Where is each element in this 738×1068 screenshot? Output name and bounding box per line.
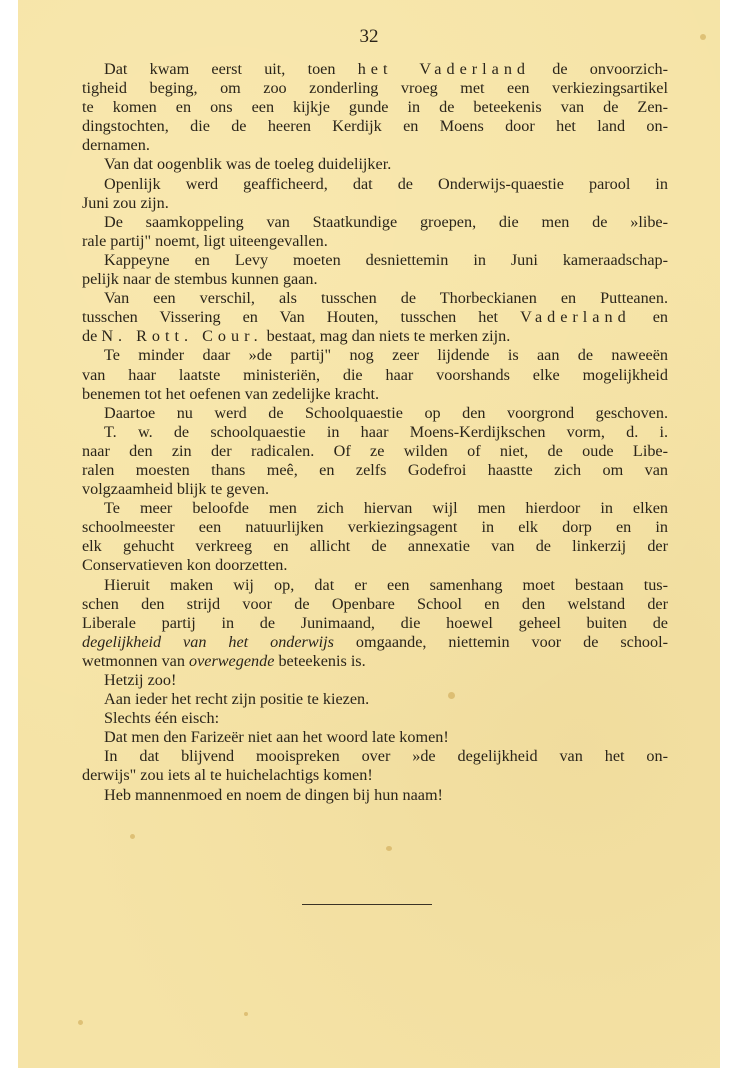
section-divider bbox=[302, 904, 432, 905]
text-line: Dat men den Farizeër niet aan het woord late komen! bbox=[104, 728, 449, 747]
text-line: Openlijk werd geafficheerd, dat de Onderwijs-quaestie parool in bbox=[104, 174, 668, 193]
text-line: schoolmeester een natuurlijken verkiezingsagent in elk dorp en in bbox=[82, 518, 668, 537]
text-line: Heb mannenmoed en noem de dingen bij hun naam! bbox=[104, 785, 443, 804]
text-line: wetmonnen van overwegende beteekenis is. bbox=[82, 651, 366, 670]
text-line: de N. Rott. Cour. bestaat, mag dan niets te merken zijn. bbox=[82, 327, 511, 346]
paper-fleck bbox=[130, 834, 135, 839]
text-line: Hieruit maken wij op, dat er een samenhang moet bestaan tus- bbox=[104, 575, 668, 594]
text-line: schen den strijd voor de Openbare School en den welstand der bbox=[82, 594, 668, 613]
text-line: pelijk naar de stembus kunnen gaan. bbox=[82, 270, 318, 289]
text-line: Slechts één eisch: bbox=[104, 709, 220, 728]
paper-fleck bbox=[78, 1020, 83, 1025]
paper-fleck bbox=[244, 1012, 248, 1016]
text-line: degelijkheid van het onderwijs omgaande, niettemin voor de school- bbox=[82, 632, 668, 651]
text-line: benemen tot het oefenen van zedelijke kracht. bbox=[82, 384, 380, 403]
text-line: tigheid beging, om zoo zonderling vroeg met een verkiezingsartikel bbox=[82, 79, 668, 98]
text-line: Juni zou zijn. bbox=[82, 193, 169, 212]
text-line: Hetzij zoo! bbox=[104, 671, 177, 689]
text-line: Daartoe nu werd de Schoolquaestie op den voorgrond geschoven. bbox=[104, 403, 668, 422]
text-line: dingstochten, die de heeren Kerdijk en Moens door het land on- bbox=[82, 117, 668, 136]
text-line: Van dat oogenblik was de toeleg duidelijker. bbox=[104, 155, 392, 174]
text-line: te komen en ons een kijkje gunde in de beteekenis van de Zen- bbox=[82, 98, 668, 117]
text-line: van haar laatste ministeriën, die haar voorshands elke mogelijkheid bbox=[82, 365, 668, 384]
text-line: T. w. de schoolquaestie in haar Moens-Kerdijkschen vorm, d. i. bbox=[104, 422, 668, 441]
text-line: Kappeyne en Levy moeten desniettemin in Juni kameraadschap- bbox=[104, 250, 668, 269]
text-line: De saamkoppeling van Staatkundige groepen, die men de »libe- bbox=[104, 212, 668, 231]
book-page bbox=[18, 0, 720, 1068]
paper-fleck bbox=[386, 846, 392, 851]
text-line: Te meer beloofde men zich hiervan wijl men hierdoor in elken bbox=[104, 499, 668, 518]
text-line: Conservatieven kon doorzetten. bbox=[82, 556, 288, 575]
text-line: In dat blijvend mooispreken over »de degelijkheid van het on- bbox=[104, 747, 668, 766]
text-line: tusschen Vissering en Van Houten, tusschen het Vaderland en bbox=[82, 308, 668, 327]
text-line: Aan ieder het recht zijn positie te kiezen. bbox=[104, 690, 370, 709]
text-line: elk gehucht verkreeg en allicht de annexatie van de linkerzij der bbox=[82, 537, 668, 556]
text-line: Dat kwam eerst uit, toen het Vaderland de onvoorzich- bbox=[104, 60, 668, 78]
text-line: Van een verschil, als tusschen de Thorbeckianen en Putteanen. bbox=[104, 289, 668, 308]
text-line: Liberale partij in de Junimaand, die hoewel geheel buiten de bbox=[82, 613, 668, 632]
text-line: Te minder daar »de partij" nog zeer lijdende is aan de naweeën bbox=[104, 346, 668, 365]
text-line: ralen moesten thans meê, en zelfs Godefroi haastte zich om van bbox=[82, 460, 668, 479]
text-line: derwijs" zou iets al te huichelachtigs komen! bbox=[82, 766, 373, 785]
text-line: naar den zin der radicalen. Of ze wilden of niet, de oude Libe- bbox=[82, 441, 668, 460]
body-text bbox=[82, 60, 668, 805]
page-number: 32 bbox=[359, 26, 379, 47]
text-line: volgzaamheid blijk te geven. bbox=[82, 480, 269, 499]
text-line: dernamen. bbox=[82, 136, 150, 155]
text-line: rale partij" noemt, ligt uiteengevallen. bbox=[82, 231, 328, 250]
